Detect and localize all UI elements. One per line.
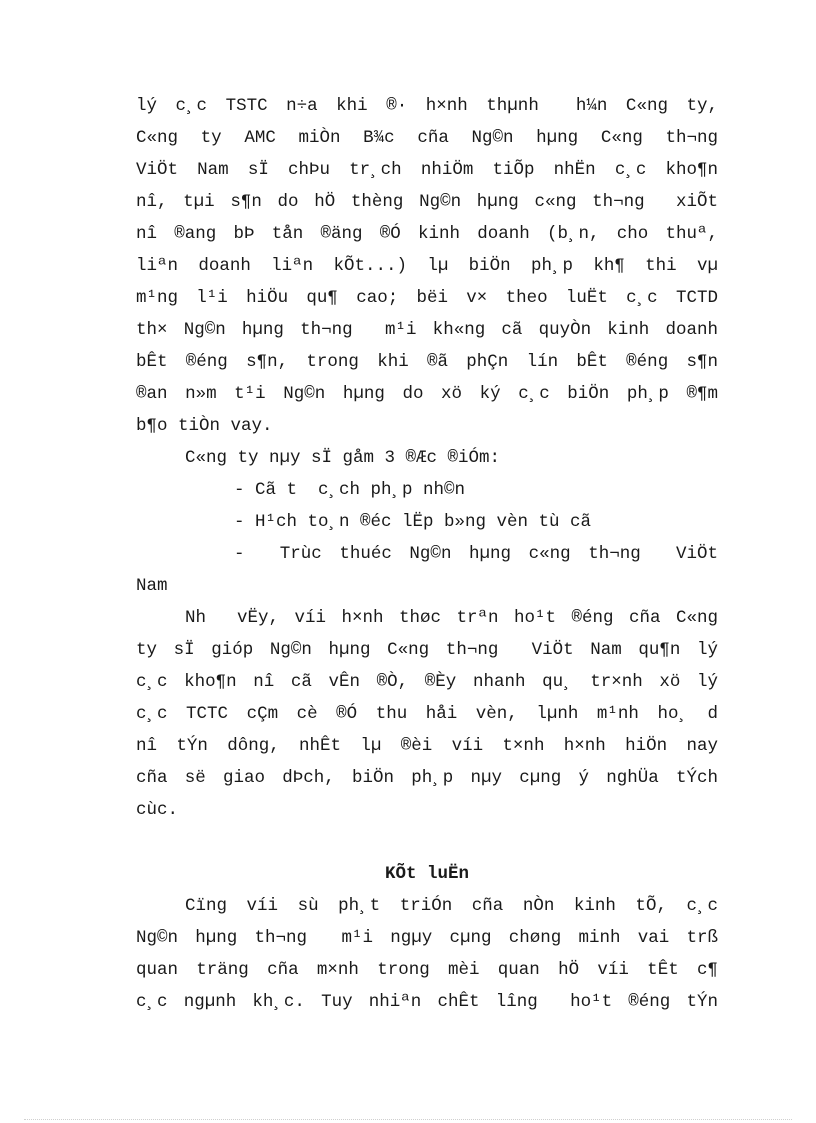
text-line: m¹ng l¹i hiÖu qu¶ cao; bëi v× theo luËt c¸c TCTD — [136, 288, 718, 308]
text-line: th× Ng©n hµng th¬ng m¹i kh«ng cã quyÒn kinh doanh — [136, 320, 718, 340]
text-line: ®an n»m t¹i Ng©n hµng do xö ký c¸c biÖn ph¸p ®¶m — [136, 384, 718, 404]
text-line: c¸c TCTC cÇm cè ®Ó thu håi vèn, lµnh m¹nh ho¸ d — [136, 704, 718, 724]
text-line: Cïng víi sù ph¸t triÓn cña nÒn kinh tÕ, c¸c — [185, 896, 718, 916]
paragraph-1 — [136, 90, 718, 442]
text-line: liªn doanh liªn kÕt...) lµ biÖn ph¸p kh¶ thi vµ — [136, 256, 718, 276]
list-item: - Trùc thuéc Ng©n hµng c«ng th¬ng ViÖt — [234, 544, 718, 564]
text-line: ViÖt Nam sÏ chÞu tr¸ch nhiÖm tiÕp nhËn c¸c kho¶n — [136, 160, 718, 180]
text-line: cña së giao dÞch, biÖn ph¸p nµy cµng ý nghÜa tÝch — [136, 768, 718, 788]
text-line: nî tÝn dông, nhÊt lµ ®èi víi t×nh h×nh hiÖn nay — [136, 736, 718, 756]
text-line: bÊt ®éng s¶n, trong khi ®ã phÇn lín bÊt ®éng s¶n — [136, 352, 718, 372]
text-line: b¶o tiÒn vay. — [136, 416, 273, 436]
text-line: Ng©n hµng th¬ng m¹i ngµy cµng chøng minh vai trß — [136, 928, 718, 948]
list-item: - H¹ch to¸n ®éc lËp b»ng vèn tù cã — [234, 512, 592, 532]
text-line: C«ng ty AMC miÒn B¾c cña Ng©n hµng C«ng th¬ng — [136, 128, 718, 148]
paragraph-2 — [136, 602, 718, 826]
text-line: c¸c kho¶n nî cã vÊn ®Ò, ®Èy nhanh qu¸ tr×nh xö lý — [136, 672, 718, 692]
text-line: Nh vËy, víi h×nh thøc trªn ho¹t ®éng cña C«ng — [185, 608, 718, 628]
list-item-continuation: Nam — [136, 576, 168, 596]
text-line: ty sÏ gióp Ng©n hµng C«ng th¬ng ViÖt Nam qu¶n lý — [136, 640, 718, 660]
paragraph-spacer — [136, 826, 718, 858]
text-line: nî ®ang bÞ tån ®äng ®Ó kinh doanh (b¸n, cho thuª, — [136, 224, 718, 244]
feature-list — [136, 474, 718, 602]
text-line: c¸c ngµnh kh¸c. Tuy nhiªn chÊt lîng ho¹t ®éng tÝn — [136, 992, 718, 1012]
list-item: - Cã t c¸ch ph¸p nh©n — [234, 480, 466, 500]
text-line: cùc. — [136, 800, 179, 820]
text-line: nî, tµi s¶n do hÖ thèng Ng©n hµng c«ng th¬ng xiÕt — [136, 192, 718, 212]
text-line: quan träng cña m×nh trong mèi quan hÖ víi tÊt c¶ — [136, 960, 718, 980]
section-heading: KÕt luËn — [384, 864, 469, 884]
features-intro: C«ng ty nµy sÏ gåm 3 ®Æc ®iÓm: — [185, 448, 501, 468]
page-bottom-divider — [24, 1119, 792, 1120]
text-line: lý c¸c TSTC n÷a khi ®· h×nh thµnh h¼n C«ng ty, — [136, 96, 718, 116]
document-body — [136, 90, 718, 1018]
paragraph-3 — [136, 890, 718, 1018]
